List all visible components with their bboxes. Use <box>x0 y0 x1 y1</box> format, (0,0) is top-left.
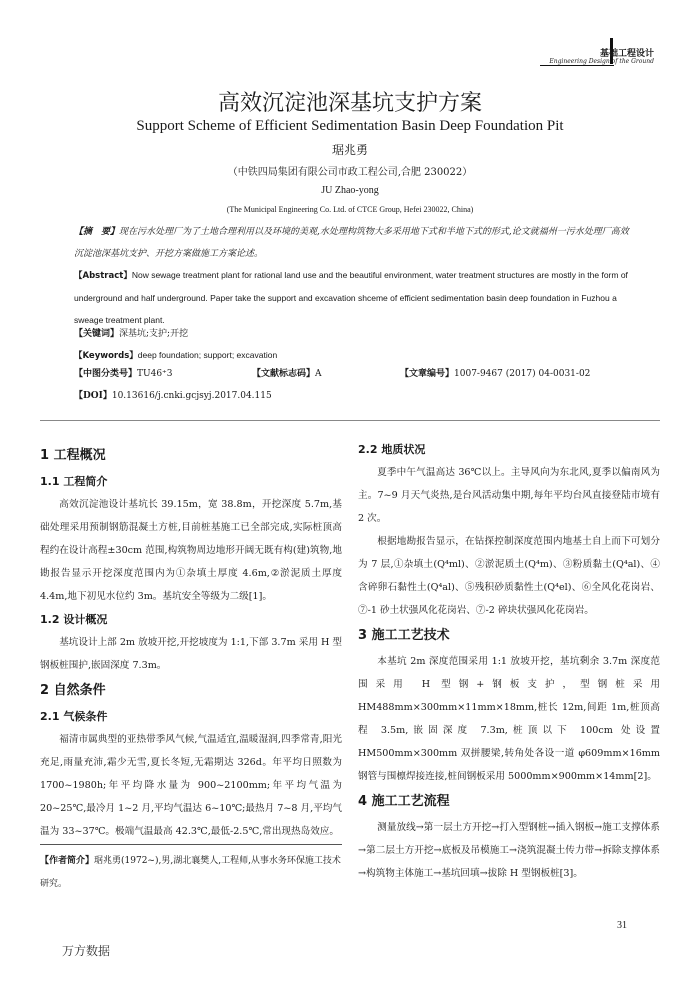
keywords-en-label: 【Keywords】 <box>74 351 138 361</box>
page-title-en: Support Scheme of Efficient Sedimentation Basin Deep Foundation Pit <box>136 118 564 134</box>
classification-row <box>74 366 630 386</box>
section-2-2-text-1: 夏季中午气温高达 36℃以上。主导风向为东北风,夏季以偏南风为主。7~9 月天气炎热,是台风活动集中期,每年平均台风直接登陆市境有 2 次。 <box>358 467 660 524</box>
doc-code-value: A <box>315 369 322 379</box>
abstract-cn-text: 现在污水处理厂为了土地合理利用以及环境的美观,水处理构筑物大多采用地下式和半地下式的形式,论文就福州一污水处理厂高效沉淀池深基坑支护、开挖方案做施工方案论述。 <box>74 227 629 259</box>
author-footnote <box>40 850 342 896</box>
doi-row <box>74 388 630 408</box>
section-2-2-title: 2.2 地质状况 <box>358 443 426 456</box>
clc-value: TU46⁺3 <box>137 369 173 379</box>
clc <box>74 366 173 379</box>
header-rule <box>540 65 614 66</box>
article-no-label: 【文章编号】 <box>400 369 455 379</box>
page-number: 31 <box>617 920 627 931</box>
footnote-text: 琚兆勇(1972~),男,湖北襄樊人,工程师,从事水务环保施工技术研究。 <box>40 856 341 889</box>
section-3-text: 本基坑 2m 深度范围采用 1:1 放坡开挖，基坑剩余 3.7m 深度范围采用 H 型钢+钢板支护，型钢桩采用 HM488mm×300mm×11mm×18mm,桩长 12m,间距 1m,桩顶高程 3.5m,嵌固深度 7.3m,桩顶以下 100cm 处设置 HM500mm×300mm 双拼腰梁,转角处各设一道 φ609mm×16mm 钢管与围檩焊接连接,桩间钢板采用 5000mm×900mm×14mm[2]。 <box>358 656 660 782</box>
section-1-1-title: 1.1 工程简介 <box>40 475 108 488</box>
section-2-2-text-2: 根据地勘报告显示，在钻探控制深度范围内地基土自上而下可划分为 7 层,①杂填土(Q⁴ml)、②淤泥质土(Q⁴m)、③粉质黏土(Q⁴al)、④含碎卵石黏性土(Q⁴al)、⑤残积砂质黏性土(Q⁴el)、⑥全风化花岗岩、⑦-1 砂土状强风化花岗岩、⑦-2 碎块状强风化花岗岩。 <box>358 536 660 616</box>
section-3-title: 3 施工工艺技术 <box>358 628 450 643</box>
footnote-rule <box>40 844 342 845</box>
page-title: 高效沉淀池深基坑支护方案 <box>217 91 482 116</box>
section-1-2-text: 基坑设计上部 2m 放坡开挖,开挖坡度为 1:1,下部 3.7m 采用 H 型钢板桩围护,嵌固深度 7.3m。 <box>40 637 342 671</box>
keywords-en-text: deep foundation; support; excavation <box>137 350 278 360</box>
affiliation: （中铁四局集团有限公司市政工程公司,合肥 230022） <box>227 167 473 178</box>
section-2-title: 2 自然条件 <box>40 683 106 698</box>
doi <box>74 388 272 401</box>
watermark: 万方数据 <box>62 944 111 958</box>
author-en: JU Zhao-yong <box>321 185 379 196</box>
doc-code-label: 【文献标志码】 <box>252 369 316 379</box>
journal-name-en: Engineering Design of the Ground <box>549 58 654 65</box>
clc-label: 【中图分类号】 <box>74 369 138 379</box>
keywords-cn <box>74 323 630 345</box>
section-1-1-text: 高效沉淀池设计基坑长 39.15m，宽 38.8m，开挖深度 5.7m,基础处理采用预制钢筋混凝土方桩,目前桩基施工已全部完成,实际桩顶高程约在设计高程±30cm 范围,构筑物周边地形开阔无既有构(建)筑物,地勘报告显示开挖深度范围内为①杂填土厚度 4.6m,②淤泥质土厚度 4.4m,地下初见水位约 3m。基坑安全等级为二级[1]。 <box>40 499 342 602</box>
section-1-title: 1 工程概况 <box>40 448 106 463</box>
abstract-en <box>74 264 630 331</box>
doi-label: 【DOI】 <box>74 391 112 401</box>
journal-name: 基础工程设计 <box>599 49 654 59</box>
abstract-en-label: 【Abstract】 <box>74 271 132 281</box>
affiliation-en: (The Municipal Engineering Co. Ltd. of CTCE Group, Hefei 230022, China) <box>226 205 474 214</box>
section-divider <box>40 420 660 421</box>
section-2-1-text: 福清市属典型的亚热带季风气候,气温适宜,温暖湿润,四季常青,阳光充足,雨量充沛,霜少无雪,夏长冬短,无霜期达 326d。年平均日照数为 1700~1980h;年平均降水量为 900~2100mm;年平均气温为 20~25℃,最冷月 1~2 月,平均气温达 6~10℃;最热月 7~8 月,平均气温为 33~37℃。极端气温最高 42.3℃,最低-2.5℃,常出现热岛效应。 <box>40 734 342 837</box>
author: 琚兆勇 <box>331 143 368 157</box>
section-4-text: 测量放线→第一层土方开挖→打入型钢桩→插入钢板→施工支撑体系→第二层土方开挖→底板及吊模施工→浇筑混凝土传力带→拆除支撑体系→构筑物主体施工→基坑回填→拔除 H 型钢板桩[3]。 <box>358 822 660 879</box>
section-4-title: 4 施工工艺流程 <box>358 794 450 809</box>
keywords-en <box>74 344 630 367</box>
right-column <box>358 438 660 885</box>
doi-value: 10.13616/j.cnki.gcjsyj.2017.04.115 <box>111 391 272 401</box>
abstract-en-text: Now sewage treatment plant for rational land use and the beautiful environment, water treatment structures are mostly in the form of underground and half underground. Paper take the support and excavation shceme of efficient sedimentation basin deep foundation in Fuzhou a sweage treatment plant. <box>74 270 628 325</box>
section-2-1-title: 2.1 气候条件 <box>40 710 108 723</box>
section-1-2-title: 1.2 设计概况 <box>40 613 108 626</box>
article-no-value: 1007-9467 (2017) 04-0031-02 <box>454 369 591 379</box>
keywords-cn-text: 深基坑;支护;开挖 <box>119 329 189 339</box>
abstract-cn <box>74 221 630 265</box>
abstract-cn-label: 【摘 要】 <box>74 227 120 237</box>
footnote-label: 【作者简介】 <box>40 856 95 866</box>
doc-code <box>252 366 322 379</box>
keywords-cn-label: 【关键词】 <box>74 329 120 339</box>
article-no <box>400 366 590 379</box>
left-column <box>40 442 342 843</box>
